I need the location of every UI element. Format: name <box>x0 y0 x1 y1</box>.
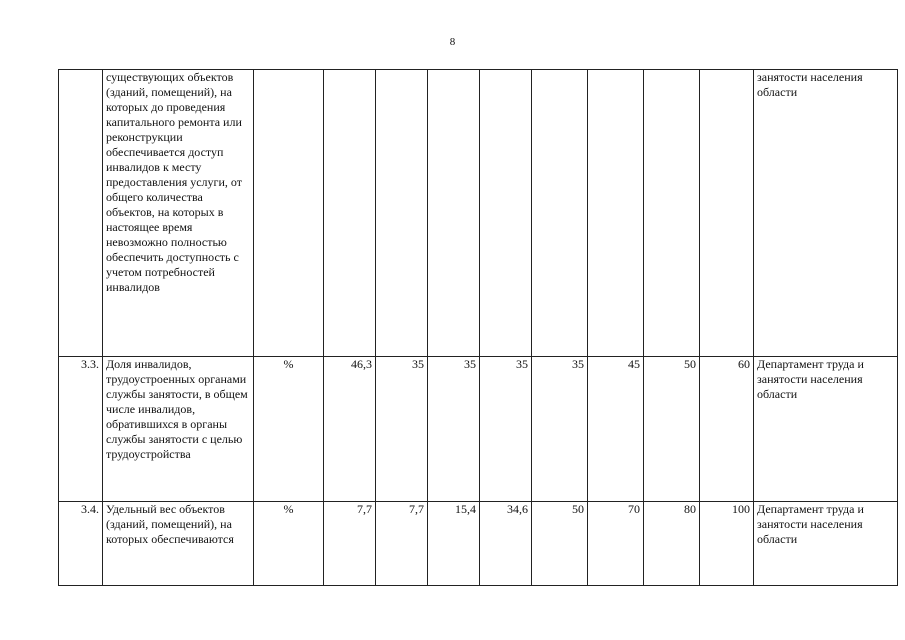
row-number: 3.4. <box>59 502 103 586</box>
responsible-department: Департамент труда и занятости населения области <box>754 502 898 586</box>
value-cell: 35 <box>428 357 480 502</box>
value-cell: 7,7 <box>324 502 376 586</box>
indicator-description: существующих объектов (зданий, помещений), на которых до проведения капитального ремонта или реконструкции обеспечивается доступ инвалидов к месту предоставления услуги, от общего количества объектов, на которых в настоящее время невозможно полностью обеспечить доступность с учетом потребностей инвалидов <box>103 70 254 357</box>
value-cell <box>588 70 644 357</box>
value-cell: 35 <box>532 357 588 502</box>
value-cell: 34,6 <box>480 502 532 586</box>
unit-cell: % <box>254 357 324 502</box>
value-cell: 45 <box>588 357 644 502</box>
value-cell: 70 <box>588 502 644 586</box>
table-row <box>59 357 898 502</box>
value-cell <box>324 70 376 357</box>
indicator-description: Доля инвалидов, трудоустроенных органами службы занятости, в общем числе инвалидов, обратившихся в органы службы занятости с целью трудоустройства <box>103 357 254 502</box>
unit-cell: % <box>254 502 324 586</box>
value-cell <box>376 70 428 357</box>
value-cell <box>532 70 588 357</box>
value-cell: 15,4 <box>428 502 480 586</box>
value-cell: 60 <box>700 357 754 502</box>
value-cell <box>700 70 754 357</box>
indicators-table <box>58 69 898 586</box>
row-number: 3.3. <box>59 357 103 502</box>
value-cell <box>480 70 532 357</box>
responsible-department: занятости населения области <box>754 70 898 357</box>
row-number <box>59 70 103 357</box>
value-cell: 35 <box>480 357 532 502</box>
value-cell <box>644 70 700 357</box>
value-cell <box>428 70 480 357</box>
value-cell: 46,3 <box>324 357 376 502</box>
value-cell: 100 <box>700 502 754 586</box>
table-row <box>59 502 898 586</box>
indicator-description: Удельный вес объектов (зданий, помещений), на которых обеспечиваются <box>103 502 254 586</box>
value-cell: 80 <box>644 502 700 586</box>
value-cell: 7,7 <box>376 502 428 586</box>
value-cell: 50 <box>532 502 588 586</box>
value-cell: 35 <box>376 357 428 502</box>
unit-cell <box>254 70 324 357</box>
responsible-department: Департамент труда и занятости населения области <box>754 357 898 502</box>
table-row <box>59 70 898 357</box>
value-cell: 50 <box>644 357 700 502</box>
page-number: 8 <box>449 36 456 48</box>
